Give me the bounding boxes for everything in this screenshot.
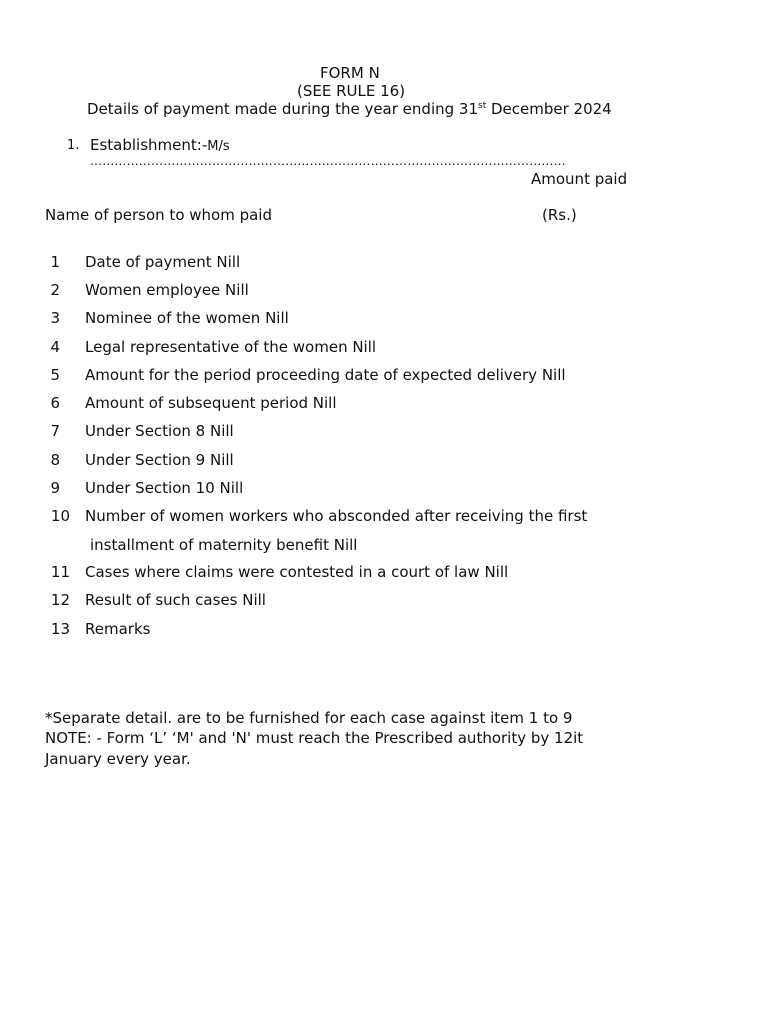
- item-text: Remarks: [85, 620, 151, 638]
- item-number: 11: [50, 563, 70, 581]
- item-text: Cases where claims were contested in a court of law Nill: [85, 563, 509, 581]
- item-text: Legal representative of the women Nill: [85, 338, 377, 356]
- item-text: Women employee Nill: [85, 281, 249, 299]
- item-text: Result of such cases Nill: [85, 591, 266, 609]
- amount-paid-header: Amount paid: [531, 170, 628, 188]
- item-number: 7: [50, 422, 60, 440]
- item-text: Under Section 9 Nill: [85, 451, 234, 469]
- name-of-person-header: Name of person to whom paid: [45, 206, 272, 224]
- rupees-unit-header: (Rs.): [542, 206, 577, 224]
- establishment-ms: M/s: [207, 139, 230, 154]
- item-text: Date of payment Nill: [85, 253, 241, 271]
- footnote-separate-detail: *Separate detail. are to be furnished for each case against item 1 to 9: [45, 709, 573, 727]
- rule-reference: (SEE RULE 16): [297, 82, 406, 100]
- item-text-continuation: installment of maternity benefit Nill: [90, 536, 358, 554]
- item-number: 9: [50, 479, 60, 497]
- details-text: Details of payment made during the year ending 31: [87, 100, 478, 118]
- item-number: 6: [50, 394, 60, 412]
- item-number: 12: [50, 591, 70, 609]
- establishment-dotted-line: ………………………………………………………………………………………………………: [90, 154, 566, 168]
- details-text-end: December 2024: [486, 100, 612, 118]
- item-number: 4: [50, 338, 60, 356]
- form-title: FORM N: [320, 64, 380, 82]
- establishment-label: [90, 136, 230, 156]
- note-line-continuation: January every year.: [45, 750, 191, 768]
- item-text: Amount of subsequent period Nill: [85, 394, 337, 412]
- note-line: NOTE: - Form ‘L’ ‘M' and 'N' must reach the Prescribed authority by 12it: [45, 729, 584, 747]
- item-text: Under Section 10 Nill: [85, 479, 244, 497]
- establishment-number: 1.: [67, 138, 80, 153]
- details-superscript: st: [478, 101, 487, 111]
- item-number: 8: [50, 451, 60, 469]
- item-number: 3: [50, 309, 60, 327]
- item-text: Amount for the period proceeding date of expected delivery Nill: [85, 366, 566, 384]
- item-number: 2: [50, 281, 60, 299]
- item-number: 10: [50, 507, 70, 525]
- details-heading: [87, 100, 612, 118]
- item-text: Under Section 8 Nill: [85, 422, 234, 440]
- item-text: Number of women workers who absconded after receiving the first: [85, 507, 588, 525]
- item-number: 1: [50, 253, 60, 271]
- item-text: Nominee of the women Nill: [85, 309, 289, 327]
- item-number: 5: [50, 366, 60, 384]
- establishment-label-text: Establishment:-: [90, 136, 208, 154]
- item-number: 13: [50, 620, 70, 638]
